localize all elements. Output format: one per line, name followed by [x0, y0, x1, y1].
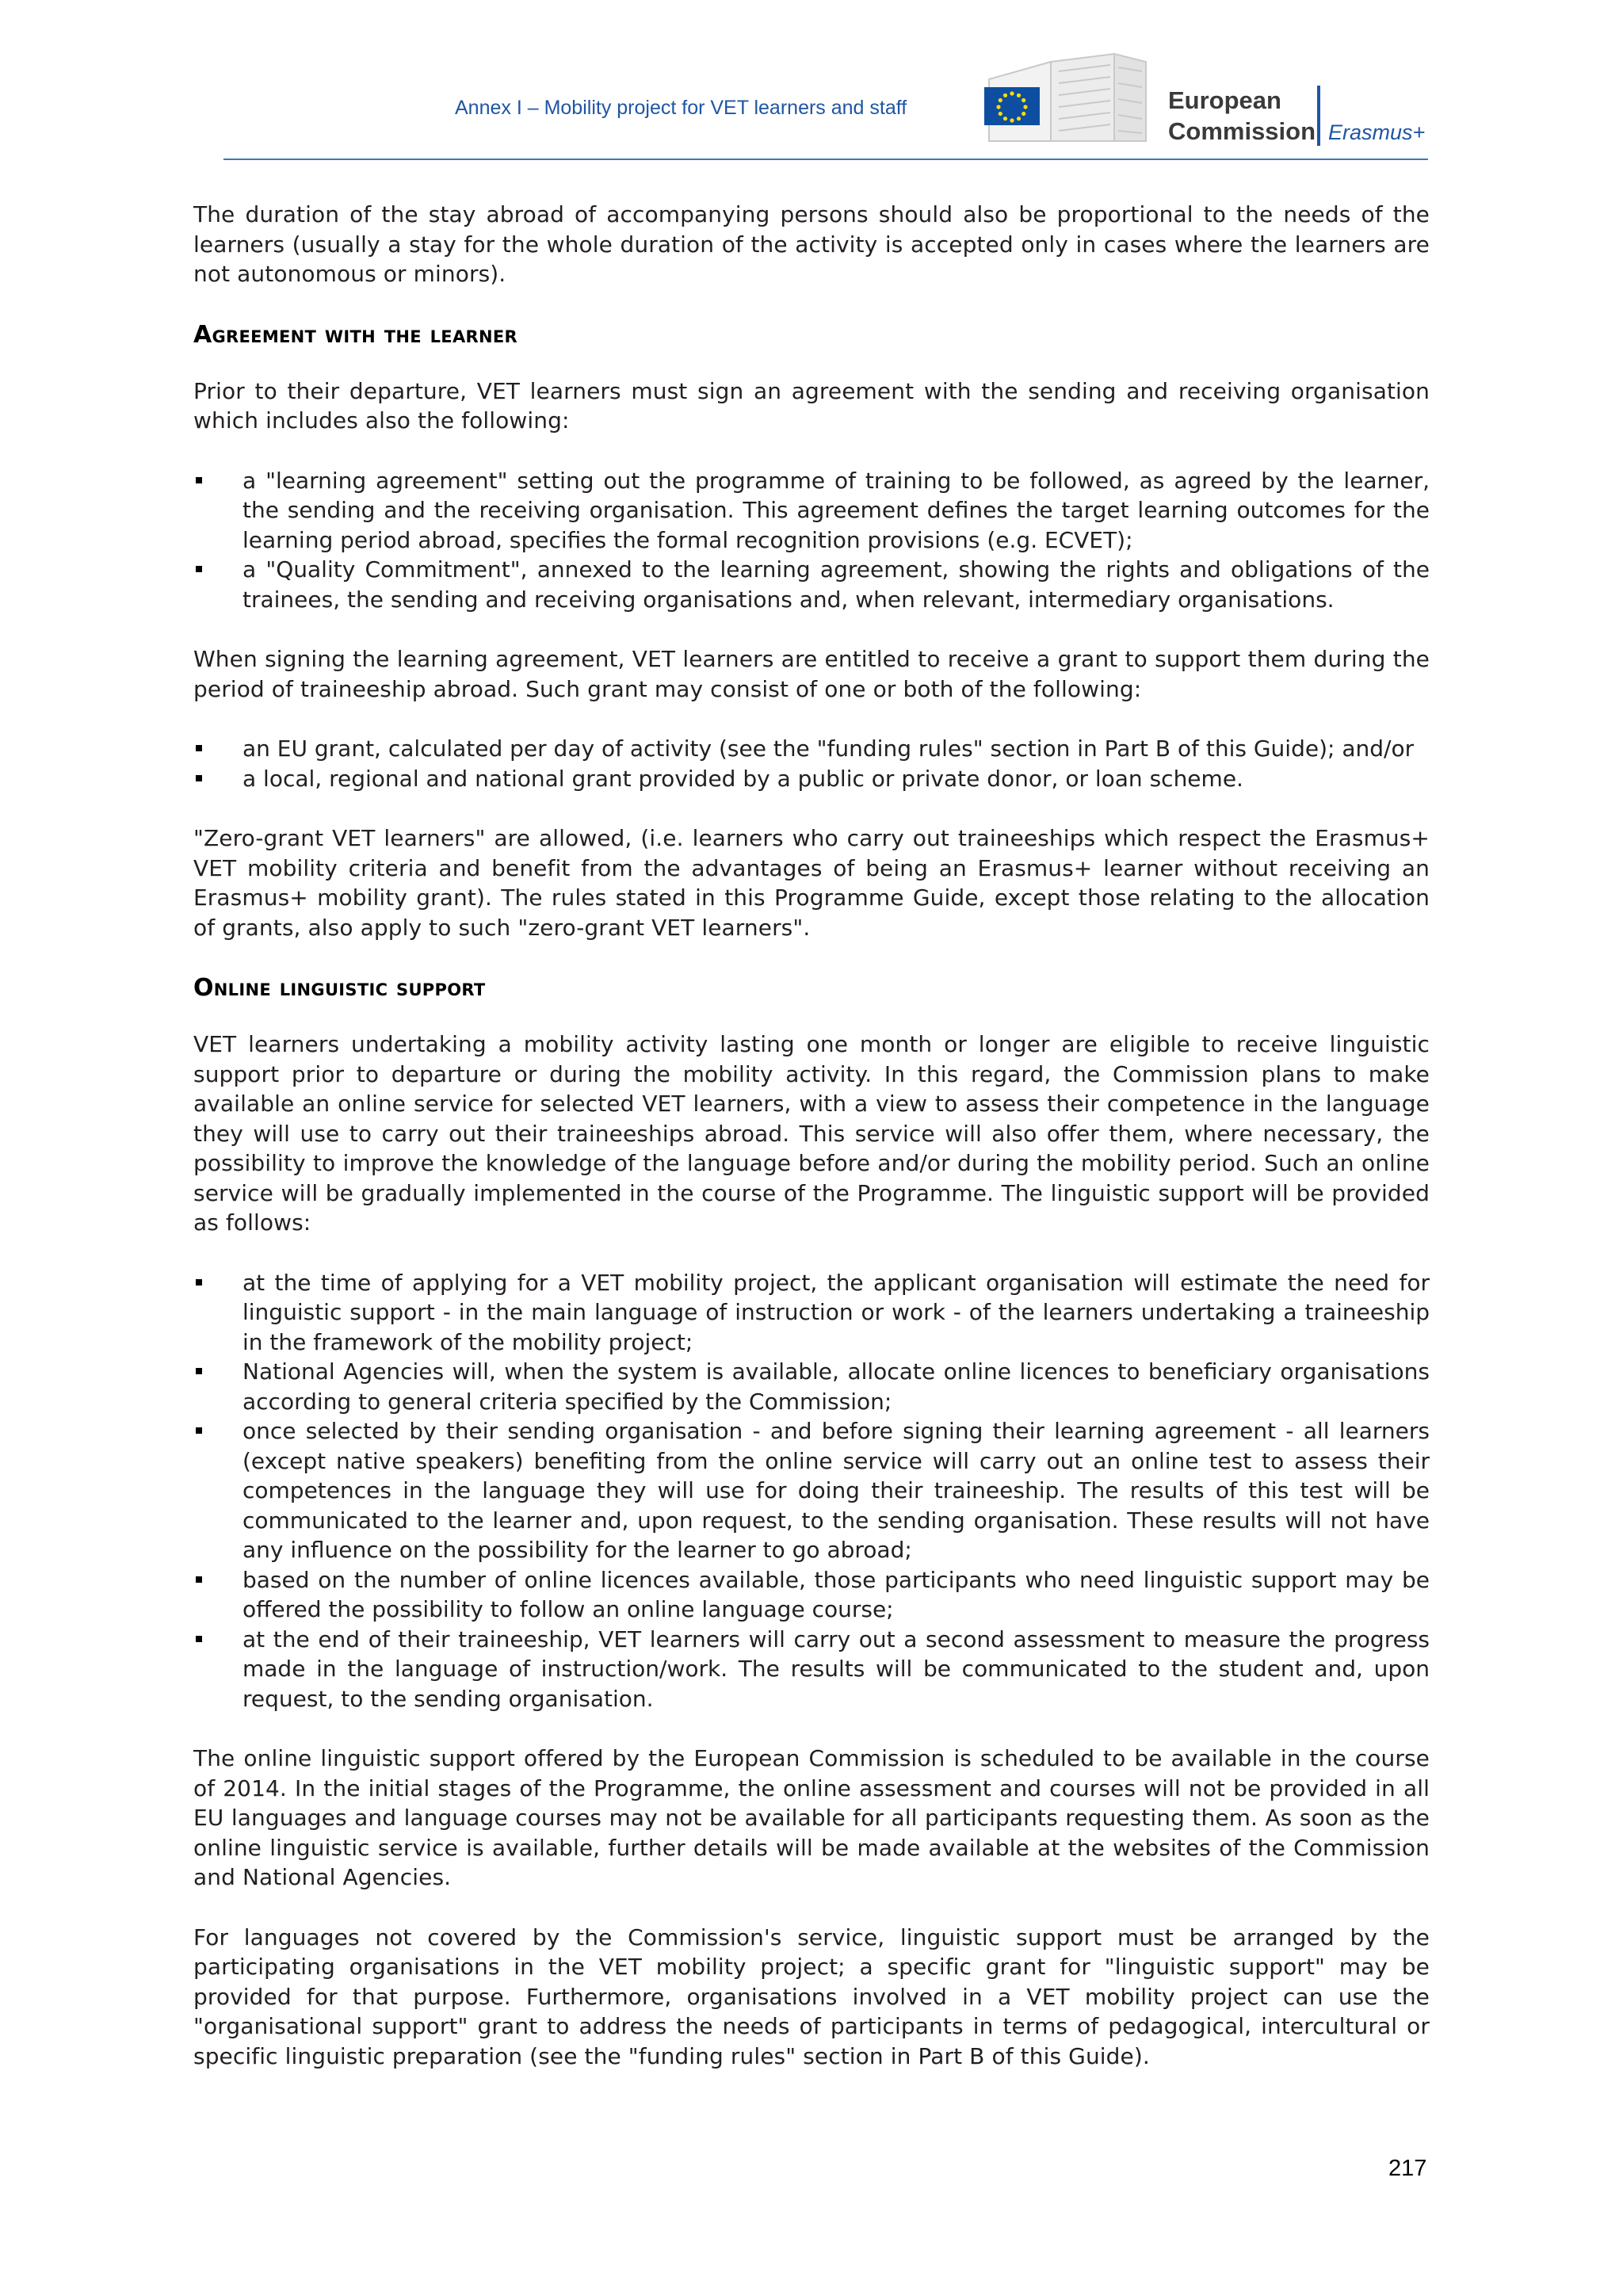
heading-online-linguistic-support: Online linguistic support	[193, 974, 486, 1002]
european-commission-logo	[980, 48, 1439, 151]
list-item: an EU grant, calculated per day of activity (see the "funding rules" section in Part B of this Guide); and/or	[193, 734, 1430, 764]
logo-erasmus-plus: Erasmus+	[1328, 120, 1426, 144]
eu-flag-icon	[984, 87, 1040, 125]
grant-types-list	[193, 734, 1430, 793]
list-item: a "Quality Commitment", annexed to the learning agreement, showing the rights and obligations of the trainees, the sending and receiving organisations and, when relevant, intermediary organisations.	[193, 555, 1430, 614]
agreement-contents-list	[193, 466, 1430, 615]
page-number: 217	[1388, 2156, 1427, 2181]
logo-divider	[1317, 86, 1320, 146]
paragraph-grant-entitlement: When signing the learning agreement, VET learners are entitled to receive a grant to support them during the period of traineeship abroad. Such grant may consist of one or both of the following:	[193, 646, 1430, 702]
logo-line-commission: Commission	[1168, 117, 1316, 145]
list-item: a "learning agreement" setting out the programme of training to be followed, as agreed by the learner, the sending and the receiving organisation. This agreement defines the target learning outcomes for the learning period abroad, specifies the formal recognition provisions (e.g. ECVET);	[193, 466, 1430, 556]
paragraph-availability-2014: The online linguistic support offered by the European Commission is scheduled to be available in the course of 2014. In the initial stages of the Programme, the online assessment and courses will not be provided in all EU languages and language courses may not be available for all participants requesting them. As soon as the online linguistic service is available, further details will be made available at the websites of the Commission and National Agencies.	[193, 1745, 1430, 1890]
heading-agreement-with-learner: Agreement with the learner	[193, 320, 517, 349]
list-item: National Agencies will, when the system is available, allocate online licences to beneficiary organisations according to general criteria specified by the Commission;	[193, 1357, 1430, 1416]
list-item: at the time of applying for a VET mobility project, the applicant organisation will estimate the need for linguistic support - in the main language of instruction or work - of the learners undertaking a traineeship in the framework of the mobility project;	[193, 1268, 1430, 1358]
logo-line-european: European	[1168, 86, 1281, 114]
list-item: at the end of their traineeship, VET learners will carry out a second assessment to measure the progress made in the language of instruction/work. The results will be communicated to the student and, upon request, to the sending organisation.	[193, 1625, 1430, 1714]
running-header-title: Annex I – Mobility project for VET learners and staff	[455, 97, 907, 119]
list-item: based on the number of online licences available, those participants who need linguistic support may be offered the possibility to follow an online language course;	[193, 1565, 1430, 1625]
list-item: once selected by their sending organisation - and before signing their learning agreement - all learners (except native speakers) benefiting from the online service will carry out an online test to assess their competences in the language they will use for doing their traineeship. The results of this test will be communicated to the learner and, upon request, to the sending organisation. These results will not have any influence on the possibility for the learner to go abroad;	[193, 1416, 1430, 1565]
paragraph-zero-grant: "Zero-grant VET learners" are allowed, (i.e. learners who carry out traineeships which respect the Erasmus+ VET mobility criteria and benefit from the advantages of being an Erasmus+ learner without receiving an Erasmus+ mobility grant). The rules stated in this Programme Guide, except those relating to the allocation of grants, also apply to such "zero-grant VET learners".	[193, 825, 1430, 941]
header-divider	[223, 159, 1428, 160]
paragraph-linguistic-support-intro: VET learners undertaking a mobility activity lasting one month or longer are eligible to receive linguistic support prior to departure or during the mobility activity. In this regard, the Commission plans to make available an online service for selected VET learners, with a view to assess their competence in the language they will use to carry out their traineeships abroad. This service will also offer them, where necessary, the possibility to improve the knowledge of the language before and/or during the mobility period. Such an online service will be gradually implemented in the course of the Programme. The linguistic support will be provided as follows:	[193, 1031, 1430, 1236]
paragraph-prior-departure: Prior to their departure, VET learners must sign an agreement with the sending and receiving organisation which includes also the following:	[193, 377, 1430, 434]
paragraph-accompanying-persons: The duration of the stay abroad of accompanying persons should also be proportional to the needs of the learners (usually a stay for the whole duration of the activity is accepted only in cases where the learners are not autonomous or minors).	[193, 201, 1430, 287]
page-body	[193, 200, 1430, 2101]
linguistic-support-steps-list	[193, 1268, 1430, 1714]
list-item: a local, regional and national grant provided by a public or private donor, or loan scheme.	[193, 764, 1430, 794]
paragraph-languages-not-covered: For languages not covered by the Commission's service, linguistic support must be arranged by the participating organisations in the VET mobility project; a specific grant for "linguistic support" may be provided for that purpose. Furthermore, organisations involved in a VET mobility project can use the "organisational support" grant to address the needs of participants in terms of pedagogical, intercultural or specific linguistic preparation (see the "funding rules" section in Part B of this Guide).	[193, 1924, 1430, 2069]
